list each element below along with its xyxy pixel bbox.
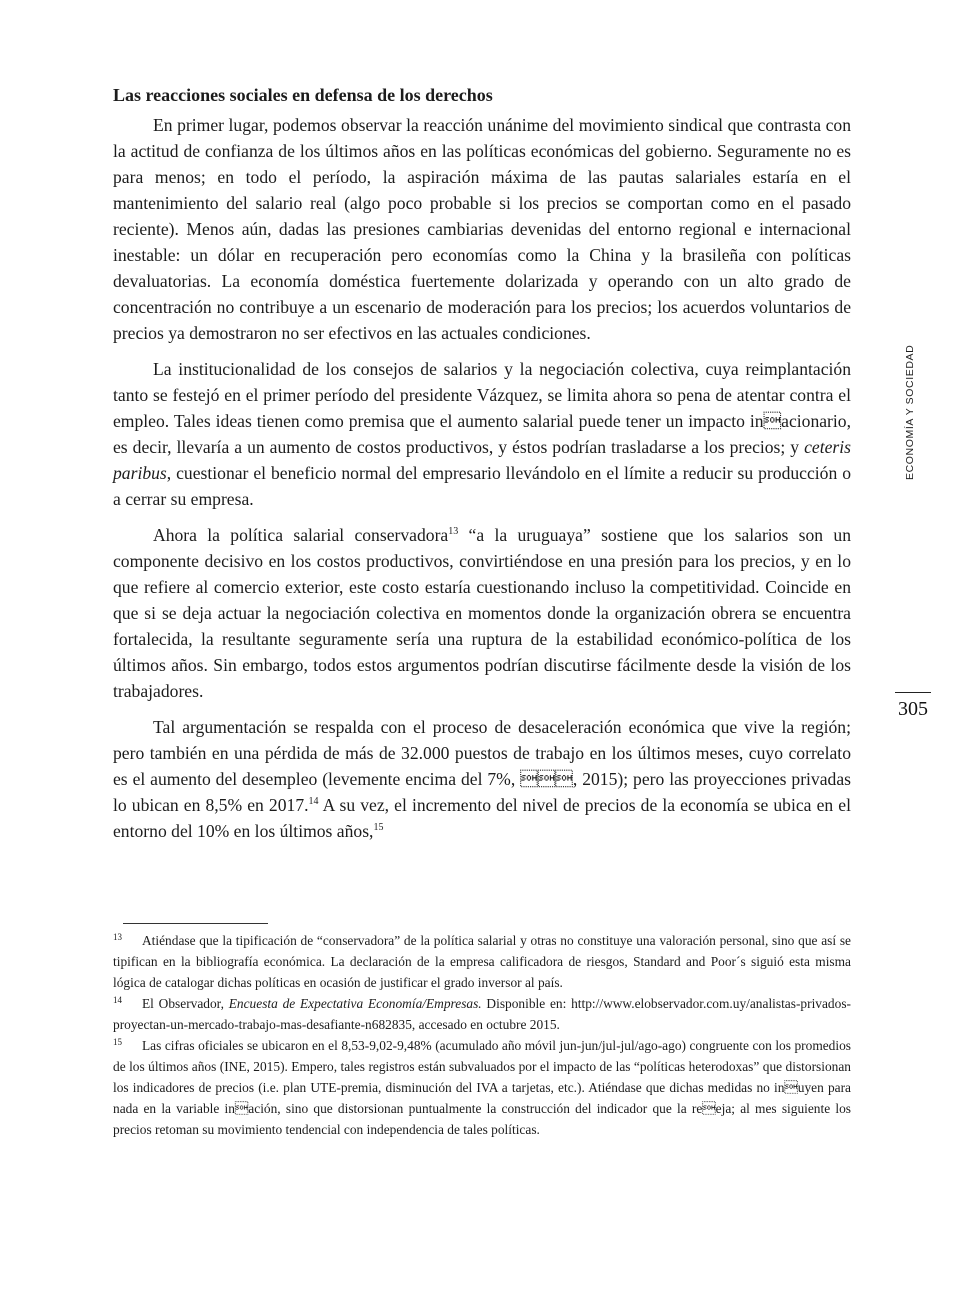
page-number-rule bbox=[895, 692, 931, 693]
footnote-15-text: Las cifras oficiales se ubicaron en el 8,53-9,02-9,48% (acumulado año móvil jun-jun/jul-jul/ago-ago) congruente con los promedios de los últimos años (INE, 2015). Empero, tales registros están subvaluados por el impacto de las “políticas heterodoxas” que distorsionan los indicadores de precios (i.e. plan UTE-premia, disminución del IVA a tarjetas, etc.). Atiéndase que dichas medidas no inuyen para nada en la variable inación, sino que distorsionan puntualmente la construcción del indicador que la reeja; al mes siguiente los precios retoman su movimiento tendencial con independencia de tales políticas. bbox=[113, 1038, 851, 1137]
paragraph-2-text-b: , cuestionar el beneficio normal del empresario llevándolo en el límite a reducir su producción o a cerrar su empresa. bbox=[113, 463, 851, 509]
footnote-13-text: Atiéndase que la tipificación de “conservadora” de la política salarial y otras no constituye una valoración personal, sino que así se tipifican en la bibliografía económica. La declaración de la empresa calificadora de riesgos, Standard and Poor´s siguió esta misma lógica de catalogar dichas políticas en ocasión de justificar el grado inversor al país. bbox=[113, 933, 851, 990]
paragraph-2-text-a: La institucionalidad de los consejos de salarios y la negociación colectiva, cuya reimplantación tanto se festejó en el primer período del presidente Vázquez, se limita ahora so pena de atentar contra el empleo. Tales ideas tienen como premisa que el aumento salarial puede tener un impacto inacionario, es decir, llevaría a un aumento de costos productivos, y éstos podrían trasladarse a los precios; y bbox=[113, 359, 851, 457]
paragraph-3-text-b: “a la uruguaya” sostiene que los salarios son un componente decisivo en los costos productivos, convirtiéndose en una presión para los precios, y en lo que refiere al comercio exterior, este costo estaría cuestionando incluso la competitividad. Coincide en que si se deja actuar la negociación colectiva en momentos donde la organización obrera se encuentra fortalecida, la resultante seguramente sería una ruptura de la estabilidad económico-política de los últimos años. Sin embargo, todos estos argumentos podrían discutirse fácilmente desde la visión de los trabajadores. bbox=[113, 525, 851, 701]
footnote-14-text-b[interactable]: Disponible en: http://www.elobservador.com.uy/analistas-privados-proyectan-un-mercado-trabajo-mas-desafiante-n682835, accesado en octubre 2015. bbox=[113, 996, 851, 1032]
footnote-separator bbox=[123, 923, 268, 924]
latin-term: ceteris paribus bbox=[113, 437, 851, 483]
running-head: ECONOMÍA Y SOCIEDAD bbox=[904, 344, 916, 480]
paragraph-2 bbox=[113, 356, 851, 512]
paragraph-1 bbox=[113, 112, 851, 346]
footnote-ref-15[interactable]: 15 bbox=[373, 822, 384, 834]
footnote-14: 14 El Observador, Encuesta de Expectativa Economía/Empresas. Disponible en: http://www.elobservador.com.uy/analistas-privados-proyectan-un-mercado-trabajo-mas-desafiante-n682835, accesado en octubre 2015. bbox=[113, 994, 851, 1032]
paragraph-4-text-a: Tal argumentación se respalda con el proceso de desaceleración económica que vive la región; pero también en una pérdida de más de 32.000 puestos de trabajo en los últimos meses, cuyo correlato es el aumento del desempleo (levemente encima del 7%, , 2015); pero las proyecciones privadas lo ubican en 8,5% en 2017. bbox=[113, 717, 851, 815]
footnote-ref-13[interactable]: 13 bbox=[448, 526, 459, 538]
footnote-ref-14[interactable]: 14 bbox=[308, 796, 319, 808]
paragraph-4-text-b: A su vez, el incremento del nivel de precios de la economía se ubica en el entorno del 10% en los últimos años, bbox=[113, 795, 851, 841]
footnotes bbox=[113, 930, 851, 1140]
page-number: 305 bbox=[898, 698, 928, 720]
footnote-15: 15 Las cifras oficiales se ubicaron en el 8,53-9,02-9,48% (acumulado año móvil jun-jun/jul-jul/ago-ago) congruente con los promedios de los últimos años (INE, 2015). Empero, tales registros están subvaluados por el impacto de las “políticas heterodoxas” que distorsionan los indicadores de precios (i.e. plan UTE-premia, disminución del IVA a tarjetas, etc.). Atiéndase que dichas medidas no inuyen para nada en la variable inación, sino que distorsionan puntualmente la construcción del indicador que la reeja; al mes siguiente los precios retoman su movimiento tendencial con independencia de tales políticas. bbox=[113, 1036, 851, 1137]
footnote-14-text-a: El Observador, bbox=[142, 996, 229, 1011]
paragraph-1-text: En primer lugar, podemos observar la reacción unánime del movimiento sindical que contrasta con la actitud de confianza de los últimos años en las políticas económicas del gobierno. Seguramente no es para menos; en todo el período, la aspiración máxima de las pautas salariales estaría en el mantenimiento del salario real (algo poco probable si los precios se comportan como en el pasado reciente). Menos aún, dadas las presiones cambiarias devenidas del entorno regional e internacional inestable: un dólar en recuperación pero economías como la China y la brasileña con políticas devaluatorias. La economía doméstica fuertemente dolarizada y operando con un alto grado de concentración no contribuye a un escenario de moderación para los precios; los acuerdos voluntarios de precios ya demostraron no ser efectivos en las actuales condiciones. bbox=[113, 115, 851, 343]
paragraph-3-text-a: Ahora la política salarial conservadora bbox=[153, 525, 449, 545]
footnote-14-title: Encuesta de Expectativa Economía/Empresas. bbox=[228, 996, 482, 1011]
section-heading: Las reacciones sociales en defensa de los derechos bbox=[113, 85, 493, 105]
paragraph-4 bbox=[113, 714, 851, 844]
paragraph-3 bbox=[113, 522, 851, 704]
footnote-13: 13 Atiéndase que la tipificación de “conservadora” de la política salarial y otras no constituye una valoración personal, sino que así se tipifican en la bibliografía económica. La declaración de la empresa calificadora de riesgos, Standard and Poor´s siguió esta misma lógica de catalogar dichas políticas en ocasión de justificar el grado inversor al país. bbox=[113, 931, 851, 990]
body-text bbox=[113, 84, 851, 854]
